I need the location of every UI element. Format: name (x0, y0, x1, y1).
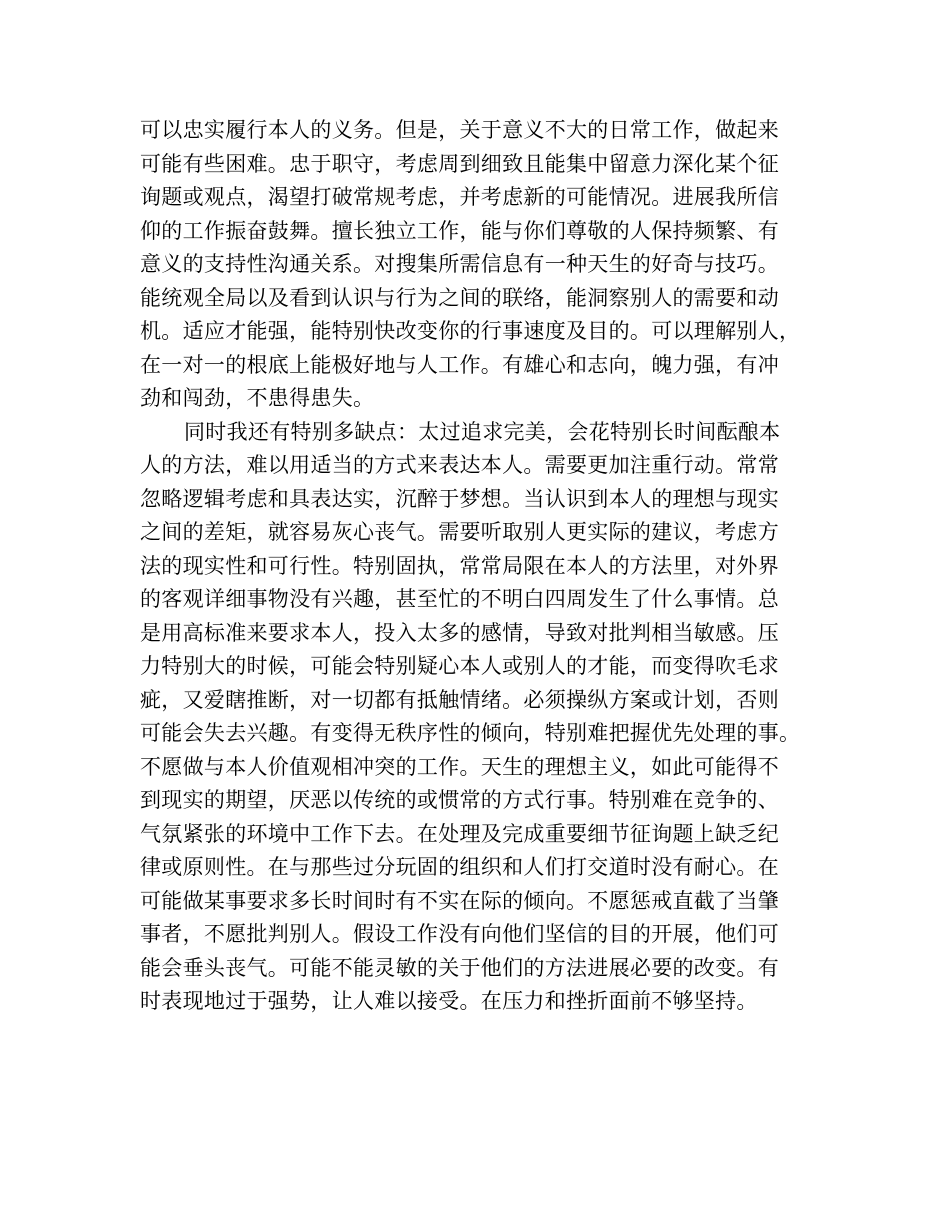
text-line: 可能做某事要求多长时间时有不实在际的倾向。不愿惩戒直截了当肇 (140, 888, 779, 913)
text-line: 不愿做与本人价值观相冲突的工作。天生的理想主义，如此可能得不 (140, 754, 779, 779)
text-line: 询题或观点，渴望打破常规考虑，并考虑新的可能情况。进展我所信 (140, 185, 779, 209)
text-line: 疵，又爱瞎推断，对一切都有抵触情绪。必须操纵方案或计划，否则 (140, 687, 779, 712)
text-line: 是用高标准来要求本人，投入太多的感情，导致对批判相当敏感。压 (140, 620, 779, 645)
text-line: 之间的差矩，就容易灰心丧气。需要听取别人更实际的建议，考虑方 (140, 520, 779, 544)
text-line: 忽略逻辑考虑和具表达实，沉醉于梦想。当认识到本人的理想与现实 (140, 486, 779, 511)
text-line: 律或原则性。在与那些过分玩固的组织和人们打交道时没有耐心。在 (140, 855, 779, 879)
text-line: 时表现地过于强势，让人难以接受。在压力和挫折面前不够坚持。 (140, 989, 758, 1013)
text-line: 在一对一的根底上能极好地与人工作。有雄心和志向，魄力强，有冲 (140, 352, 779, 377)
text-line: 事者，不愿批判别人。假设工作没有向他们坚信的目的开展，他们可 (140, 922, 779, 946)
text-line: 气氛紧张的环境中工作下去。在处理及完成重要细节征询题上缺乏纪 (140, 821, 779, 846)
text-line: 力特别大的时候，可能会特别疑心本人或别人的才能，而变得吹毛求 (140, 654, 779, 678)
text-line: 能统观全局以及看到认识与行为之间的联络，能洞察别人的需要和动 (140, 285, 779, 310)
text-line: 可能有些困难。忠于职守，考虑周到细致且能集中留意力深化某个征 (140, 151, 779, 176)
text-line: 可能会失去兴趣。有变得无秩序性的倾向，特别难把握优先处理的事。 (140, 721, 801, 745)
text-line: 劲和闯劲，不患得患失。 (140, 386, 375, 410)
paragraph-weaknesses (140, 416, 820, 1019)
text-line-indented: 同时我还有特别多缺点：太过追求完美，会花特别长时间酝酿本 (184, 419, 781, 444)
text-line: 法的现实性和可行性。特别固执，常常局限在本人的方法里，对外界 (140, 553, 779, 578)
text-line: 机。适应才能强，能特别快改变你的行事速度及目的。可以理解别人， (140, 319, 801, 343)
text-line: 的客观详细事物没有兴趣，甚至忙的不明白四周发生了什么事情。总 (140, 587, 779, 611)
text-line: 意义的支持性沟通关系。对搜集所需信息有一种天生的好奇与技巧。 (140, 252, 779, 276)
text-line: 到现实的期望，厌恶以传统的或惯常的方式行事。特别难在竞争的、 (140, 788, 779, 812)
text-line: 能会垂头丧气。可能不能灵敏的关于他们的方法进展必要的改变。有 (140, 955, 779, 980)
body-text (140, 114, 820, 1019)
paragraph-strengths (140, 114, 820, 416)
text-line: 人的方法，难以用适当的方式来表达本人。需要更加注重行动。常常 (140, 453, 779, 477)
text-line: 可以忠实履行本人的义务。但是，关于意义不大的日常工作，做起来 (140, 118, 779, 142)
text-line: 仰的工作振奋鼓舞。擅长独立工作，能与你们尊敬的人保持频繁、有 (140, 218, 779, 243)
